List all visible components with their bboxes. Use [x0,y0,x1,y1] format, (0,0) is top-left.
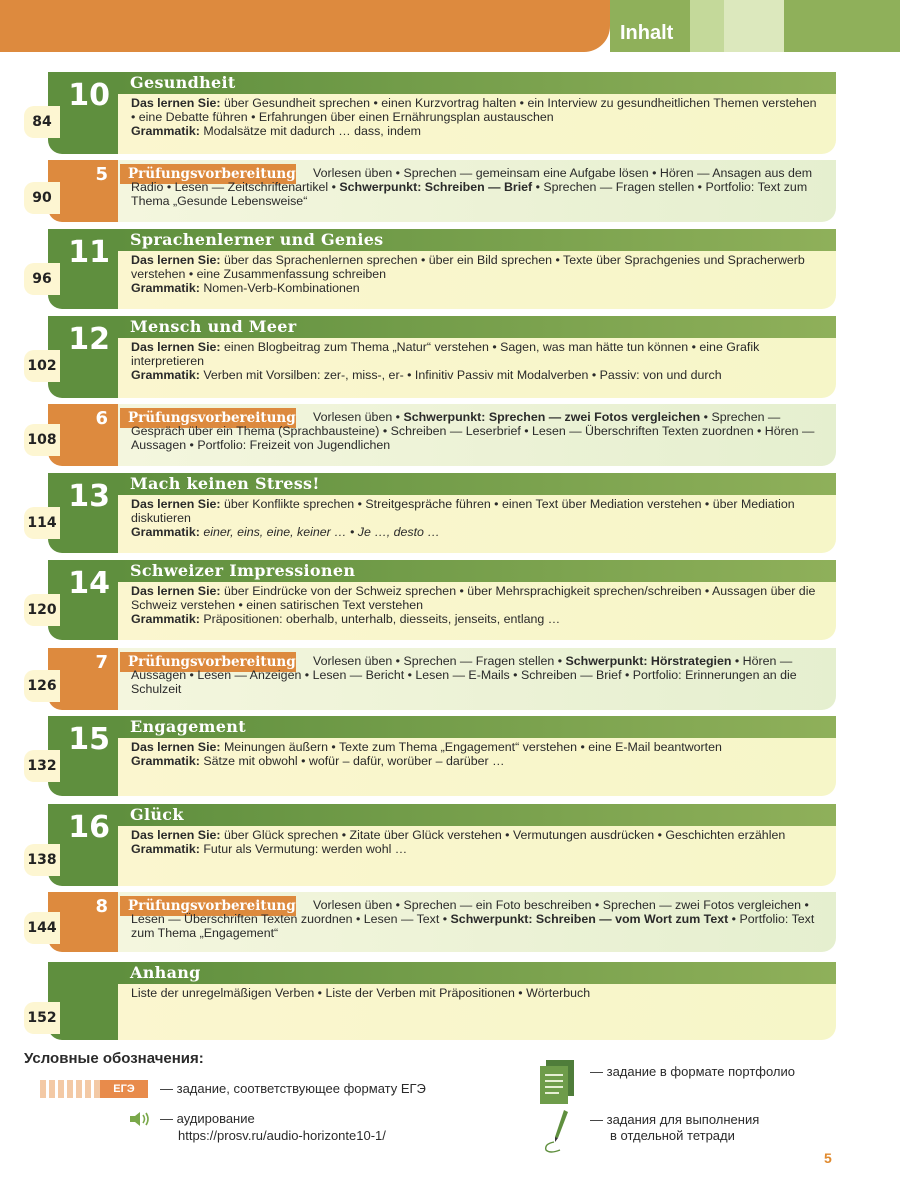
unit-title-band [118,229,836,251]
page-title: Inhalt [620,22,674,44]
exam-text-a: Vorlesen üben • Sprechen — ein Foto beschreiben • Sprechen — zwei Fotos vergleichen • Lesen — Überschriften Texten zuordnen • Lesen — Text • [131,898,809,926]
page-number-tab: 96 [24,263,60,295]
unit-title: Mach keinen Stress! [130,474,320,493]
grammar-text: Präpositionen: oberhalb, unterhalb, diesseits, jenseits, entlang … [199,612,561,626]
unit-title: Anhang [130,963,201,982]
legend-notebook-line1: — задания для выполнения [590,1112,760,1127]
unit-number: 10 [68,78,110,113]
page-number-tab: 138 [24,844,60,876]
page-number-tab: 108 [24,424,60,456]
exam-text-a: Vorlesen üben • Sprechen — gemeinsam eine Aufgabe lösen • Hören — Ansagen aus dem Radio • Lesen — Zeitschriftenartikel • [131,166,813,194]
exam-focus: Schwerpunkt: Schreiben — Brief [339,180,533,194]
legend-ege: — задание, соответствующее формату ЕГЭ [160,1081,426,1096]
grammar-label: Grammatik: [131,754,200,768]
pen-icon [540,1108,574,1156]
grammar-label: Grammatik: [131,124,200,138]
unit-text [131,740,820,768]
unit-text [131,497,820,539]
unit-13[interactable] [27,473,836,553]
unit-title-band [118,804,836,826]
unit-number: 14 [68,566,110,601]
page-number-tab: 152 [24,1002,60,1034]
header-bar [0,0,900,52]
unit-number: 7 [95,652,108,673]
grammar-text: einer, eins, eine, keiner … • Je …, desto … [199,525,440,539]
exam-focus: Schwerpunkt: Hörstrategien [565,654,732,668]
unit-number: 15 [68,722,110,757]
appendix[interactable] [27,962,836,1040]
page-number-tab: 114 [24,507,60,539]
speaker-icon [130,1112,150,1126]
exam-text-b: • Portfolio: Text zum Thema „Engagement“ [131,912,815,940]
grammar-label: Grammatik: [131,612,200,626]
legend-title: Условные обозначения: [24,1050,204,1067]
exam-text-b: • Sprechen — Fragen stellen • Portfolio: Text zum Thema „Gesunde Lebensweise“ [131,180,808,208]
unit-text [131,96,820,138]
unit-title: Sprachenlerner und Genies [130,230,384,249]
unit-number: 5 [95,164,108,185]
unit-number: 6 [95,408,108,429]
unit-title: Glück [130,805,184,824]
page-number-tab: 90 [24,182,60,214]
learn-text: über Eindrücke von der Schweiz sprechen • über Mehrsprachigkeit sprechen/schreiben • Aussagen über die Schweiz verstehen • einen satirischen Text verstehen [131,584,816,612]
exam-8[interactable] [27,892,836,952]
unit-10[interactable] [32,72,836,154]
exam-focus: Schwerpunkt: Sprechen — zwei Fotos vergleichen [403,410,701,424]
learn-label: Das lernen Sie: [131,584,221,598]
grammar-text: Verben mit Vorsilben: zer-, miss-, er- • Infinitiv Passiv mit Modalverben • Passiv: von und durch [199,368,722,382]
page-number-tab: 120 [24,594,60,626]
learn-label: Das lernen Sie: [131,828,221,842]
unit-15[interactable] [27,716,836,796]
learn-label: Das lernen Sie: [131,740,221,754]
grammar-label: Grammatik: [131,525,200,539]
header-stripe [784,0,900,52]
grammar-label: Grammatik: [131,368,200,382]
page-number-tab: 132 [24,750,60,782]
learn-label: Das lernen Sie: [131,253,221,267]
exam-text-a: Vorlesen üben • [313,410,404,424]
page-number-tab: 102 [24,350,60,382]
exam-text-b: • Sprechen — Gespräch über ein Thema (Sprachbausteine) • Schreiben — Leserbrief • Lesen — Überschriften Texten zuordnen • Hören — Aussagen • Portfolio: Freizeit von Jugendlichen [131,410,815,452]
page-number: 5 [824,1150,832,1166]
exam-text [131,410,820,452]
unit-title-band [118,716,836,738]
unit-title-band [118,473,836,495]
grammar-label: Grammatik: [131,281,200,295]
exam-title-label: Prüfungsvorbereitung [120,896,296,916]
header-stripe [724,0,784,52]
page-number-tab: 126 [24,670,60,702]
exam-title-label: Prüfungsvorbereitung [120,164,296,184]
header-orange-band [0,0,610,52]
unit-text [131,828,820,856]
unit-text [131,253,820,295]
unit-title: Engagement [130,717,246,736]
unit-16[interactable] [27,804,836,886]
unit-title-band [118,560,836,582]
grammar-text: Nomen-Verb-Kombinationen [199,281,360,295]
unit-14[interactable] [27,560,836,640]
grammar-label: Grammatik: [131,842,200,856]
unit-text [131,584,820,626]
exam-7[interactable] [27,648,836,710]
unit-title: Gesundheit [130,73,236,92]
unit-12[interactable] [27,316,836,398]
grammar-text: Sätze mit obwohl • wofür – dafür, worüber – darüber … [199,754,505,768]
header-stripe [690,0,724,52]
learn-text: über Konflikte sprechen • Streitgespräche führen • einen Text über Mediation verstehen • über Mediation diskutieren [131,497,795,525]
learn-text: über Glück sprechen • Zitate über Glück verstehen • Vermutungen ausdrücken • Geschichten erzählen [220,828,786,842]
exam-focus: Schwerpunkt: Schreiben — vom Wort zum Text [450,912,729,926]
unit-title-band [118,962,836,984]
exam-text [131,166,820,208]
legend-audio: — аудирование [160,1111,255,1126]
unit-text [131,340,820,382]
learn-text: einen Blogbeitrag zum Thema „Natur“ verstehen • Sagen, was man hätte tun können • eine Grafik interpretieren [131,340,760,368]
unit-title: Schweizer Impressionen [130,561,356,580]
page-number-tab: 84 [24,106,60,138]
exam-6[interactable] [27,404,836,466]
exam-text-a: Vorlesen üben • Sprechen — Fragen stellen • [313,654,566,668]
legend-portfolio: — задание в формате портфолио [590,1064,795,1079]
learn-text: über das Sprachenlernen sprechen • über ein Bild sprechen • Texte über Sprachgenies und Spracherwerb verstehen • eine Zusammenfassung schreiben [131,253,805,281]
exam-title-label: Prüfungsvorbereitung [120,652,296,672]
legend-notebook-line2: в отдельной тетради [610,1128,735,1143]
learn-label: Das lernen Sie: [131,96,221,110]
portfolio-icon [538,1058,578,1106]
ege-icon [40,1080,148,1098]
grammar-text: Futur als Vermutung: werden wohl … [199,842,408,856]
exam-title-label: Prüfungsvorbereitung [120,408,296,428]
page-number-tab: 144 [24,912,60,944]
exam-text [131,898,820,940]
unit-number: 13 [68,479,110,514]
unit-number: 12 [68,322,110,357]
unit-number: 11 [68,235,110,270]
exam-text-b: • Hören — Aussagen • Lesen — Anzeigen • Lesen — Bericht • Lesen — E-Mails • Schreiben — Brief • Portfolio: Erinnerungen an die Schulzeit [131,654,797,696]
unit-title: Mensch und Meer [130,317,297,336]
exam-text [131,654,820,696]
unit-number: 16 [68,810,110,845]
unit-title-band [118,72,836,94]
unit-text: Liste der unregelmäßigen Verben • Liste der Verben mit Präpositionen • Wörterbuch [131,986,591,1000]
learn-label: Das lernen Sie: [131,497,221,511]
audio-url[interactable]: https://prosv.ru/audio-horizonte10-1/ [178,1128,386,1143]
unit-number: 8 [95,896,108,917]
learn-text: Meinungen äußern • Texte zum Thema „Engagement“ verstehen • eine E-Mail beantworten [220,740,722,754]
learn-text: über Gesundheit sprechen • einen Kurzvortrag halten • ein Interview zu gesundheitlichen Themen verstehen • eine Debatte führen • Erfahrungen über einen Ernährungsplan austauschen [131,96,817,124]
exam-5[interactable] [32,160,836,222]
unit-title-band [118,316,836,338]
grammar-text: Modalsätze mit dadurch … dass, indem [199,124,421,138]
unit-11[interactable] [32,229,836,309]
learn-label: Das lernen Sie: [131,340,221,354]
ege-badge-label: ЕГЭ [100,1080,148,1098]
